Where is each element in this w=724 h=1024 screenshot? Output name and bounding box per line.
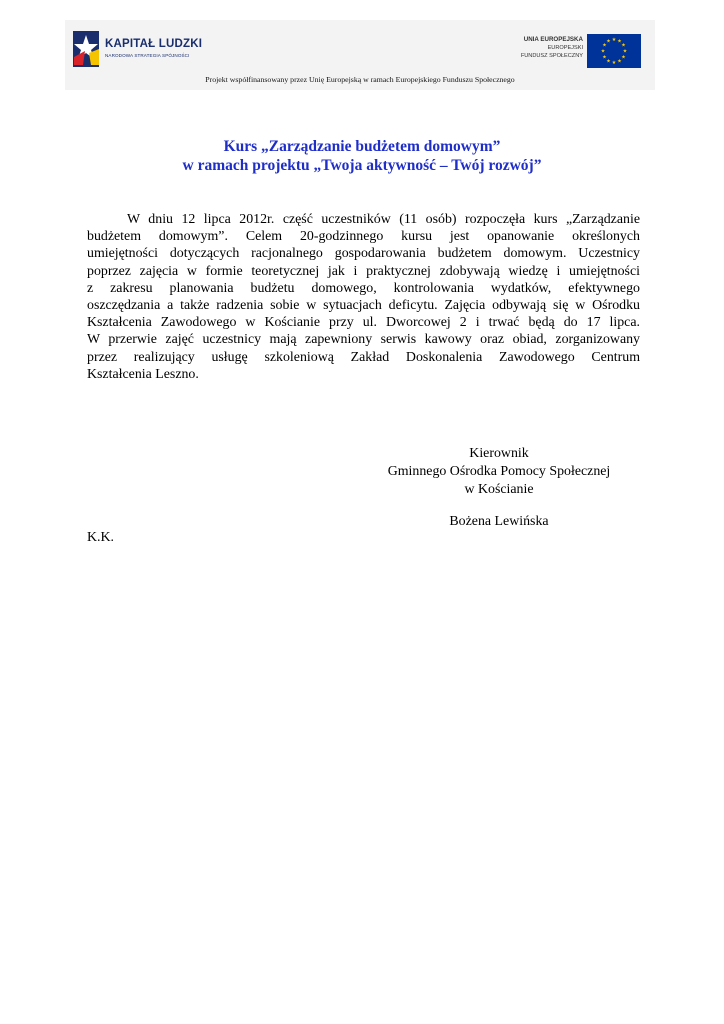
svg-text:★: ★ [621,54,626,61]
body-line: oszczędzania a także radzenia sobie w sytuacjach deficytu. Zajęcia odbywają się w Ośrodku [87,297,640,313]
body-line: W przerwie zajęć uczestnicy mają zapewniony serwis kawowy oraz obiad, zorganizowany [87,332,640,348]
title-line-2: w ramach projektu „Twoja aktywność – Twój rozwój” [182,157,542,174]
svg-text:★: ★ [611,60,617,66]
body-line: W dniu 12 lipca 2012r. część uczestników (11 osób) rozpoczęła kurs „Zarządzanie [127,212,640,227]
signature-place: w Kościanie [464,482,534,497]
svg-text:★: ★ [617,58,622,65]
kapital-ludzki-logo [71,29,211,69]
author-initials: K.K. [87,530,115,545]
svg-text:★: ★ [606,58,611,65]
svg-text:★: ★ [606,38,611,45]
svg-text:★: ★ [622,48,628,55]
eu-line-2: EUROPEJSKI [547,45,583,51]
signature-role: Kierownik [469,446,529,461]
signature-org: Gminnego Ośrodka Pomocy Społecznej [387,464,611,479]
logo-title: KAPITAŁ LUDZKI [105,38,203,50]
header-band [65,20,655,90]
document-title [0,137,724,175]
eu-line-3: FUNDUSZ SPOŁECZNY [520,53,583,59]
body-line: przez realizujący usługę szkoleniową Zakład Doskonalenia Zawodowego Centrum [87,349,640,365]
title-line-1: Kurs „Zarządzanie budżetem domowym” [223,138,501,155]
eu-line-1: UNIA EUROPEJSKA [523,36,583,43]
body-line: poprzez zajęcia w formie teoretycznej jak i praktycznej zdobywają wiedzę i umiejętności [87,263,640,279]
eu-flag-icon [587,34,641,68]
svg-text:★: ★ [602,54,607,61]
body-line: umiejętności dotyczących racjonalnego gospodarowania budżetem domowym. Uczestnicy [87,246,640,262]
body-line: budżetem domowym”. Celem 20-godzinnego kursu jest opanowanie określonych [87,229,640,245]
body-line: z zakresu planowania budżetu domowego, kontrolowania wydatków, efektywnego [87,280,640,296]
signature-name: Bożena Lewińska [449,514,549,529]
svg-text:★: ★ [602,42,607,49]
eu-text [521,36,583,60]
signature-block [366,445,632,499]
svg-text:★: ★ [600,48,606,55]
body-line: Kształcenia Zawodowego w Kościanie przy ul. Dworcowej 2 i trwać będą do 17 lipca. [87,315,640,331]
cofinancing-note: Projekt współfinansowany przez Unię Europejską w ramach Europejskiego Funduszu Społecznego [205,75,515,84]
eu-logo [501,34,641,70]
body-line: Kształcenia Leszno. [87,366,199,382]
svg-text:★: ★ [617,38,622,45]
logo-subtitle: NARODOWA STRATEGIA SPÓJNOŚCI [105,53,190,58]
body-paragraph [87,211,640,383]
svg-text:★: ★ [621,42,626,49]
kapital-ludzki-star-icon [71,29,101,69]
svg-text:★: ★ [611,37,617,43]
